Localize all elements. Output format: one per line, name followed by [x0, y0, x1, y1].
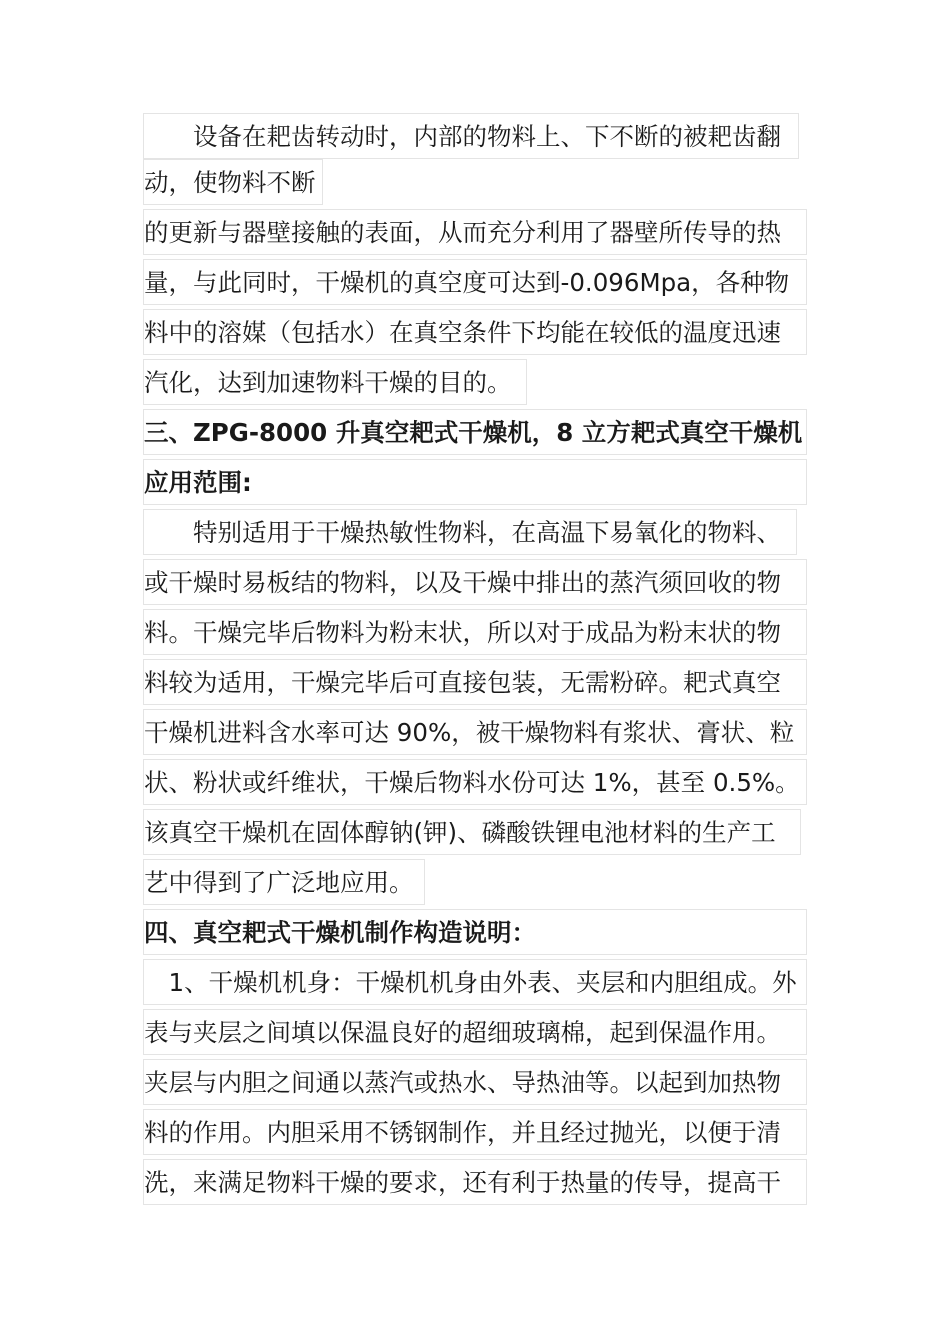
text-line-19: 表与夹层之间填以保温良好的超细玻璃棉，起到保温作用。 [143, 1009, 807, 1055]
text-line-3: 的更新与器壁接触的表面，从而充分利用了器壁所传导的热 [143, 209, 807, 255]
text-line-18: 1、干燥机机身：干燥机机身由外表、夹层和内胆组成。外 [143, 959, 807, 1005]
section-heading-3-cont: 应用范围: [143, 459, 807, 505]
text-line-10: 或干燥时易板结的物料，以及干燥中排出的蒸汽须回收的物 [143, 559, 807, 605]
text-line-21: 料的作用。内胆采用不锈钢制作，并且经过抛光，以便于清 [143, 1109, 807, 1155]
text-line-6: 汽化，达到加速物料干燥的目的。 [143, 359, 527, 405]
text-line-15: 该真空干燥机在固体醇钠(钾)、磷酸铁锂电池材料的生产工 [143, 809, 801, 855]
text-line-16: 艺中得到了广泛地应用。 [143, 859, 425, 905]
text-line-13: 干燥机进料含水率可达 90%，被干燥物料有浆状、膏状、粒 [143, 709, 807, 755]
text-line-12: 料较为适用，干燥完毕后可直接包装，无需粉碎。耙式真空 [143, 659, 807, 705]
text-line-4: 量，与此同时，干燥机的真空度可达到-0.096Mpa，各种物 [143, 259, 807, 305]
text-line-2: 动，使物料不断 [143, 159, 323, 205]
section-heading-3: 三、ZPG-8000 升真空耙式干燥机，8 立方耙式真空干燥机 [143, 409, 807, 455]
section-heading-4: 四、真空耙式干燥机制作构造说明： [143, 909, 807, 955]
text-line-11: 料。干燥完毕后物料为粉末状，所以对于成品为粉末状的物 [143, 609, 807, 655]
text-line-5: 料中的溶媒（包括水）在真空条件下均能在较低的温度迅速 [143, 309, 807, 355]
text-line-22: 洗，来满足物料干燥的要求，还有利于热量的传导，提高干 [143, 1159, 807, 1205]
text-line-14: 状、粉状或纤维状，干燥后物料水份可达 1%，甚至 0.5%。 [143, 759, 807, 805]
text-line-9: 特别适用于干燥热敏性物料，在高温下易氧化的物料、 [143, 509, 797, 555]
text-line-20: 夹层与内胆之间通以蒸汽或热水、导热油等。以起到加热物 [143, 1059, 807, 1105]
text-line-1: 设备在耙齿转动时，内部的物料上、下不断的被耙齿翻 [143, 113, 799, 159]
